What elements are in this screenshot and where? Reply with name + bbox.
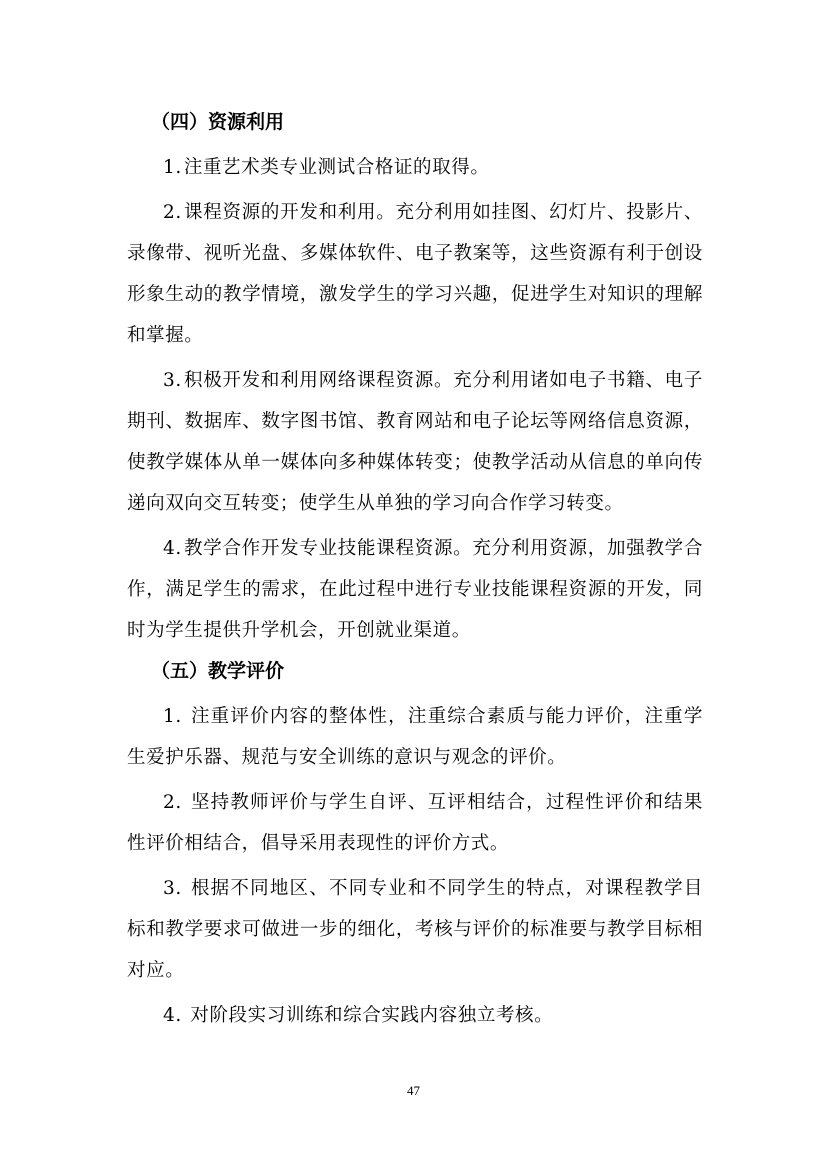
page-number: 47 xyxy=(407,1083,420,1098)
item-text: 根据不同地区、不同专业和不同学生的特点，对课程教学目标和教学要求可做进一步的细化，考核与评价的标准要与教学目标相对应。 xyxy=(127,878,704,981)
item-text: 注重艺术类专业测试合格证的取得。 xyxy=(183,157,490,178)
item-text: 课程资源的开发和利用。充分利用如挂图、幻灯片、投影片、录像带、视听光盘、多媒体软件、电子教案等，这些资源有利于创设形象生动的教学情境，激发学生的学习兴趣，促进学生对知识的理解和掌握。 xyxy=(127,202,703,346)
item-number: 3. xyxy=(163,878,182,899)
paragraph-evaluation-4 xyxy=(127,995,703,1036)
item-number: 2. xyxy=(163,792,182,813)
item-text: 教学合作开发专业技能课程资源。充分利用资源，加强教学合作，满足学生的需求，在此过程中进行专业技能课程资源的开发，同时为学生提供升学机会，开创就业渠道。 xyxy=(127,538,703,641)
paragraph-resources-4 xyxy=(127,528,703,651)
item-number: 3. xyxy=(163,370,182,391)
paragraph-resources-2 xyxy=(127,192,703,356)
page-content xyxy=(127,106,703,1040)
item-text: 注重评价内容的整体性，注重综合素质与能力评价，注重学生爱护乐器、规范与安全训练的意识与观念的评价。 xyxy=(127,706,704,768)
item-text: 对阶段实习训练和综合实践内容独立考核。 xyxy=(190,1005,554,1026)
item-number: 2. xyxy=(163,202,182,223)
item-number: 4. xyxy=(163,538,182,559)
section-heading-evaluation: （五）教学评价 xyxy=(151,660,285,682)
item-number: 4. xyxy=(163,1005,182,1026)
item-text: 坚持教师评价与学生自评、互评相结合，过程性评价和结果性评价相结合，倡导采用表现性的评价方式。 xyxy=(127,792,704,854)
paragraph-evaluation-3 xyxy=(127,868,703,991)
item-number: 1. xyxy=(163,157,182,178)
item-text: 积极开发和利用网络课程资源。充分利用诸如电子书籍、电子期刊、数据库、数字图书馆、教育网站和电子论坛等网络信息资源，使教学媒体从单一媒体向多种媒体转变；使教学活动从信息的单向传递向双向交互转变；使学生从单独的学习向合作学习转变。 xyxy=(127,370,703,514)
paragraph-resources-1 xyxy=(127,147,703,188)
paragraph-evaluation-1 xyxy=(127,696,703,778)
paragraph-evaluation-2 xyxy=(127,782,703,864)
paragraph-resources-3 xyxy=(127,360,703,524)
item-number: 1. xyxy=(163,706,182,727)
section-heading-resources: （四）资源利用 xyxy=(151,111,285,133)
